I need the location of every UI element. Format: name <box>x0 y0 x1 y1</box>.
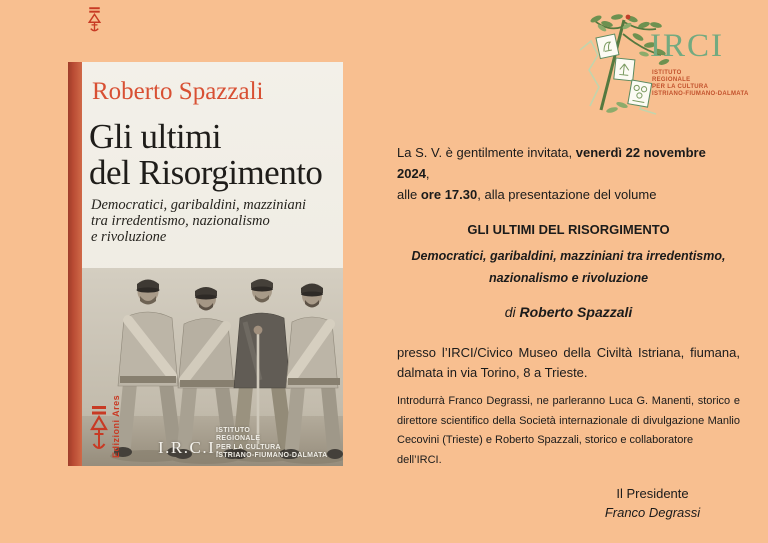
president-role: Il Presidente <box>616 486 689 501</box>
signature-block <box>565 485 740 522</box>
invitation-opening: La S. V. è gentilmente invitata, venerdì 22 novembre 2024, alle ore 17.30, alla presentazione del volume <box>397 145 706 202</box>
irci-logo <box>572 8 768 120</box>
volume-subtitle: Democratici, garibaldini, mazziniani tra irredentismo, nazionalismo e rivoluzione <box>411 249 726 285</box>
irci-caption: ISTITUTO REGIONALE PER LA CULTURA ISTRIANO-FIUMANO-DALMATA <box>652 70 749 97</box>
ares-emblem-icon <box>89 404 109 456</box>
photo-irci-acronym: I.R.C.I. <box>158 438 221 457</box>
book-cover-front <box>82 62 343 466</box>
book-author: Roberto Spazzali <box>92 78 264 105</box>
photo-irci-caption: ISTITUTO REGIONALE PER LA CULTURA ISTRIANO-FIUMANO-DALMATA <box>216 426 328 460</box>
publisher-name-vertical: Edizioni Ares <box>111 394 121 458</box>
ares-emblem-icon <box>87 7 102 33</box>
book-title: Gli ultimi del Risorgimento <box>89 117 323 192</box>
volume-author: di Roberto Spazzali <box>504 304 633 320</box>
venue-paragraph: presso l’IRCI/Civico Museo della Civiltà Istriana, fiumana, dalmata in via Torino, 8 a Trieste. <box>397 345 740 380</box>
book-cover-photo <box>82 268 343 466</box>
speakers-paragraph: Introdurrà Franco Degrassi, ne parleranno Luca G. Manenti, storico e direttore scientifico della Società internazionale di divulgazione Manlio Cecovini (Trieste) e Roberto Spazzali, storico e collaboratore dell’IRCI. <box>397 395 740 466</box>
olive-branch-icon <box>572 10 672 120</box>
president-name: Franco Degrassi <box>604 504 701 520</box>
book-spine <box>68 62 82 466</box>
book-cover <box>68 62 343 466</box>
irci-acronym: IRCI <box>650 28 724 64</box>
book-subtitle: Democratici, garibaldini, mazziniani tra irredentismo, nazionalismo e rivoluzione <box>91 197 307 245</box>
volume-title: GLI ULTIMI DEL RISORGIMENTO <box>467 222 670 237</box>
invitation-text <box>397 142 740 522</box>
